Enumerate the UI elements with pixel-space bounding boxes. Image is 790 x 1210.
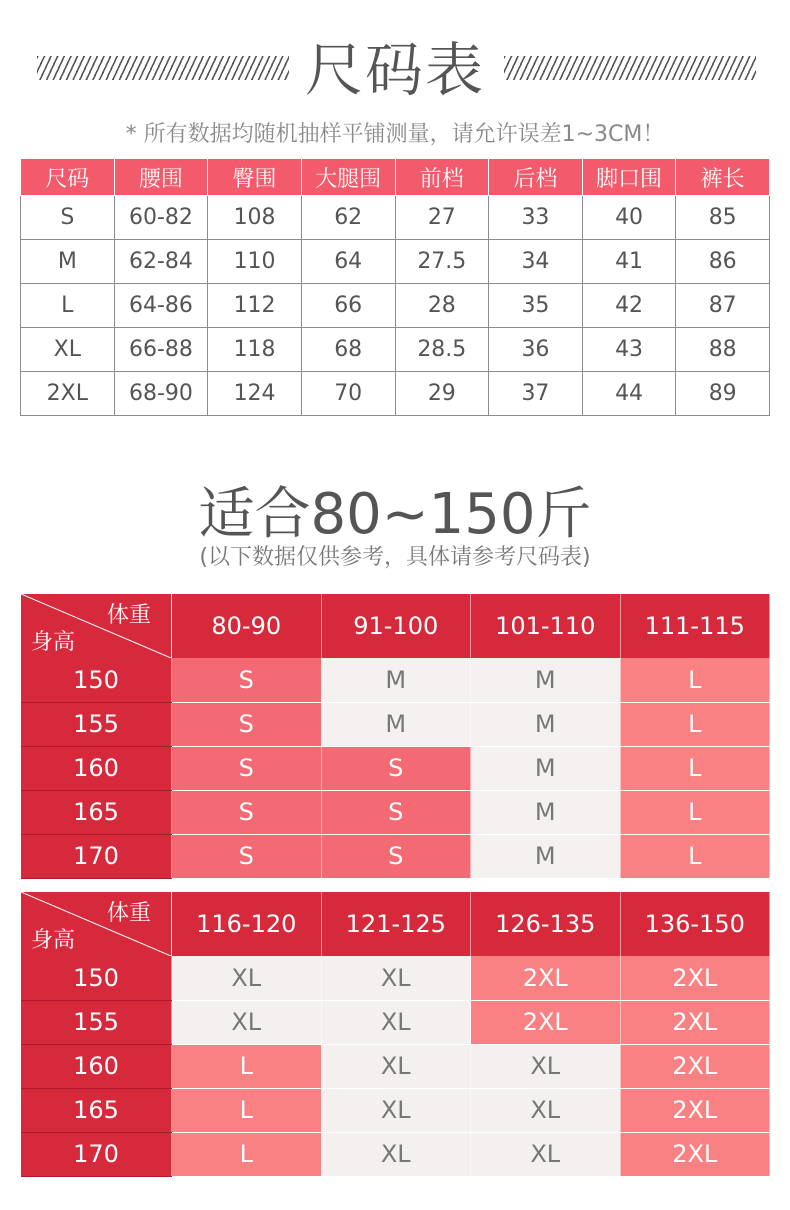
height-value-cell: 155: [21, 702, 172, 746]
recommended-size-cell: L: [620, 658, 770, 702]
recommended-size-cell: 2XL: [620, 1044, 770, 1088]
size-chart-header-cell: 大腿围: [301, 159, 395, 196]
size-chart-cell: 34: [489, 240, 583, 284]
recommendation-row: [21, 1000, 770, 1044]
size-chart-cell: 44: [582, 372, 676, 416]
recommendation-row: [21, 658, 770, 702]
weight-range-header: 136-150: [620, 892, 770, 956]
weight-axis-label: 体重: [106, 603, 151, 628]
recommendation-row: [21, 746, 770, 790]
size-chart-cell: 66: [301, 284, 395, 328]
size-chart-cell: 85: [676, 196, 770, 240]
height-value-cell: 160: [21, 1044, 172, 1088]
size-chart-row: [21, 284, 770, 328]
recommended-size-cell: L: [620, 790, 770, 834]
recommended-size-cell: S: [321, 790, 471, 834]
size-chart-cell: 118: [208, 328, 302, 372]
size-chart-cell: 60-82: [114, 196, 208, 240]
recommended-size-cell: S: [321, 746, 471, 790]
height-value-cell: 165: [21, 790, 172, 834]
title-row: [0, 30, 790, 110]
recommended-size-cell: M: [471, 658, 621, 702]
height-value-cell: 165: [21, 1088, 172, 1132]
size-chart-header-cell: 裤长: [676, 159, 770, 196]
size-chart-cell: 41: [582, 240, 676, 284]
size-chart-cell: 2XL: [21, 372, 115, 416]
recommended-size-cell: 2XL: [620, 1132, 770, 1176]
size-chart-row: [21, 372, 770, 416]
recommended-size-cell: S: [172, 790, 322, 834]
size-chart-cell: 64: [301, 240, 395, 284]
recommended-size-cell: L: [620, 702, 770, 746]
corner-header-cell: [21, 892, 172, 956]
recommendation-row: [21, 1132, 770, 1176]
weight-range-header: 116-120: [172, 892, 322, 956]
recommendation-header-row: [21, 594, 770, 658]
size-chart-cell: 33: [489, 196, 583, 240]
recommended-size-cell: 2XL: [620, 1088, 770, 1132]
recommended-size-cell: XL: [172, 956, 322, 1000]
recommended-size-cell: S: [172, 658, 322, 702]
size-chart-cell: 37: [489, 372, 583, 416]
recommended-size-cell: XL: [321, 956, 471, 1000]
height-axis-label: 身高: [31, 630, 76, 655]
weight-range-header: 121-125: [321, 892, 471, 956]
size-chart-cell: 110: [208, 240, 302, 284]
size-chart-cell: 43: [582, 328, 676, 372]
recommended-size-cell: S: [321, 834, 471, 878]
size-chart-header-cell: 腰围: [114, 159, 208, 196]
size-chart-header-cell: 臀围: [208, 159, 302, 196]
recommendation-header-row: [21, 892, 770, 956]
recommended-size-cell: M: [321, 702, 471, 746]
recommended-size-cell: M: [471, 746, 621, 790]
recommended-size-cell: M: [471, 834, 621, 878]
recommended-size-cell: XL: [172, 1000, 322, 1044]
page-title: 尺码表: [304, 36, 485, 104]
height-value-cell: 150: [21, 956, 172, 1000]
recommended-size-cell: 2XL: [471, 1000, 621, 1044]
size-chart-cell: 62-84: [114, 240, 208, 284]
fit-weight-title: 适合80~150斤: [198, 482, 592, 547]
size-chart-cell: 86: [676, 240, 770, 284]
measurement-note: * 所有数据均随机抽样平铺测量，请允许误差1~3CM！: [125, 122, 665, 147]
height-axis-label: 身高: [31, 928, 76, 953]
recommended-size-cell: L: [620, 834, 770, 878]
recommended-size-cell: S: [172, 834, 322, 878]
recommendation-header: [21, 594, 770, 658]
size-chart-cell: 89: [676, 372, 770, 416]
recommendation-row: [21, 834, 770, 878]
recommended-size-cell: L: [172, 1044, 322, 1088]
size-chart-cell: 70: [301, 372, 395, 416]
fit-weight-note: (以下数据仅供参考，具体请参考尺码表): [199, 545, 591, 570]
recommendation-header: [21, 892, 770, 956]
recommendation-table-2: [21, 892, 770, 1177]
recommendation-table-1: [21, 594, 770, 879]
recommendation-row: [21, 790, 770, 834]
size-chart-header-cell: 脚口围: [582, 159, 676, 196]
recommended-size-cell: S: [172, 702, 322, 746]
recommended-size-cell: 2XL: [620, 1000, 770, 1044]
recommended-size-cell: 2XL: [620, 956, 770, 1000]
recommended-size-cell: L: [172, 1132, 322, 1176]
size-chart-cell: 36: [489, 328, 583, 372]
recommended-size-cell: 2XL: [471, 956, 621, 1000]
size-chart-cell: 68: [301, 328, 395, 372]
height-value-cell: 170: [21, 834, 172, 878]
recommended-size-cell: L: [620, 746, 770, 790]
size-chart-body: [21, 196, 770, 416]
size-chart-cell: 68-90: [114, 372, 208, 416]
recommended-size-cell: XL: [321, 1000, 471, 1044]
recommended-size-cell: XL: [321, 1132, 471, 1176]
weight-range-header: 80-90: [172, 594, 322, 658]
size-chart-cell: 29: [395, 372, 489, 416]
height-value-cell: 150: [21, 658, 172, 702]
recommendation-body: [21, 956, 770, 1176]
recommended-size-cell: XL: [321, 1088, 471, 1132]
recommended-size-cell: S: [172, 746, 322, 790]
size-chart-header-cell: 后档: [489, 159, 583, 196]
recommended-size-cell: M: [471, 790, 621, 834]
size-chart-cell: 42: [582, 284, 676, 328]
size-chart-cell: 112: [208, 284, 302, 328]
size-chart-cell: S: [21, 196, 115, 240]
recommended-size-cell: XL: [321, 1044, 471, 1088]
size-chart-table: [20, 158, 770, 416]
recommendation-row: [21, 1044, 770, 1088]
height-value-cell: 160: [21, 746, 172, 790]
size-chart-row: [21, 328, 770, 372]
height-value-cell: 155: [21, 1000, 172, 1044]
weight-range-header: 91-100: [321, 594, 471, 658]
recommendation-row: [21, 956, 770, 1000]
size-chart-cell: 62: [301, 196, 395, 240]
size-chart-header-row: [21, 159, 770, 196]
recommended-size-cell: XL: [471, 1088, 621, 1132]
size-chart-cell: 27.5: [395, 240, 489, 284]
recommendation-body: [21, 658, 770, 878]
size-chart-cell: 28.5: [395, 328, 489, 372]
recommendation-row: [21, 702, 770, 746]
size-chart-cell: 124: [208, 372, 302, 416]
size-chart-cell: 35: [489, 284, 583, 328]
size-chart-cell: 66-88: [114, 328, 208, 372]
size-chart-row: [21, 196, 770, 240]
height-value-cell: 170: [21, 1132, 172, 1176]
size-chart-cell: XL: [21, 328, 115, 372]
size-chart-header-cell: 前档: [395, 159, 489, 196]
corner-header-cell: [21, 594, 172, 658]
size-chart-cell: 108: [208, 196, 302, 240]
size-chart-cell: 27: [395, 196, 489, 240]
size-chart-header-cell: 尺码: [21, 159, 115, 196]
size-chart-cell: 87: [676, 284, 770, 328]
size-chart-cell: 40: [582, 196, 676, 240]
recommended-size-cell: XL: [471, 1044, 621, 1088]
recommended-size-cell: M: [321, 658, 471, 702]
size-chart-cell: 64-86: [114, 284, 208, 328]
recommended-size-cell: XL: [471, 1132, 621, 1176]
size-chart-cell: M: [21, 240, 115, 284]
recommendation-row: [21, 1088, 770, 1132]
recommended-size-cell: M: [471, 702, 621, 746]
weight-axis-label: 体重: [106, 901, 151, 926]
weight-range-header: 101-110: [471, 594, 621, 658]
recommended-size-cell: L: [172, 1088, 322, 1132]
size-chart-cell: 28: [395, 284, 489, 328]
weight-range-header: 126-135: [471, 892, 621, 956]
size-chart-row: [21, 240, 770, 284]
weight-range-header: 111-115: [620, 594, 770, 658]
size-chart-cell: L: [21, 284, 115, 328]
size-chart-cell: 88: [676, 328, 770, 372]
decorative-stripes-right: [504, 56, 756, 80]
